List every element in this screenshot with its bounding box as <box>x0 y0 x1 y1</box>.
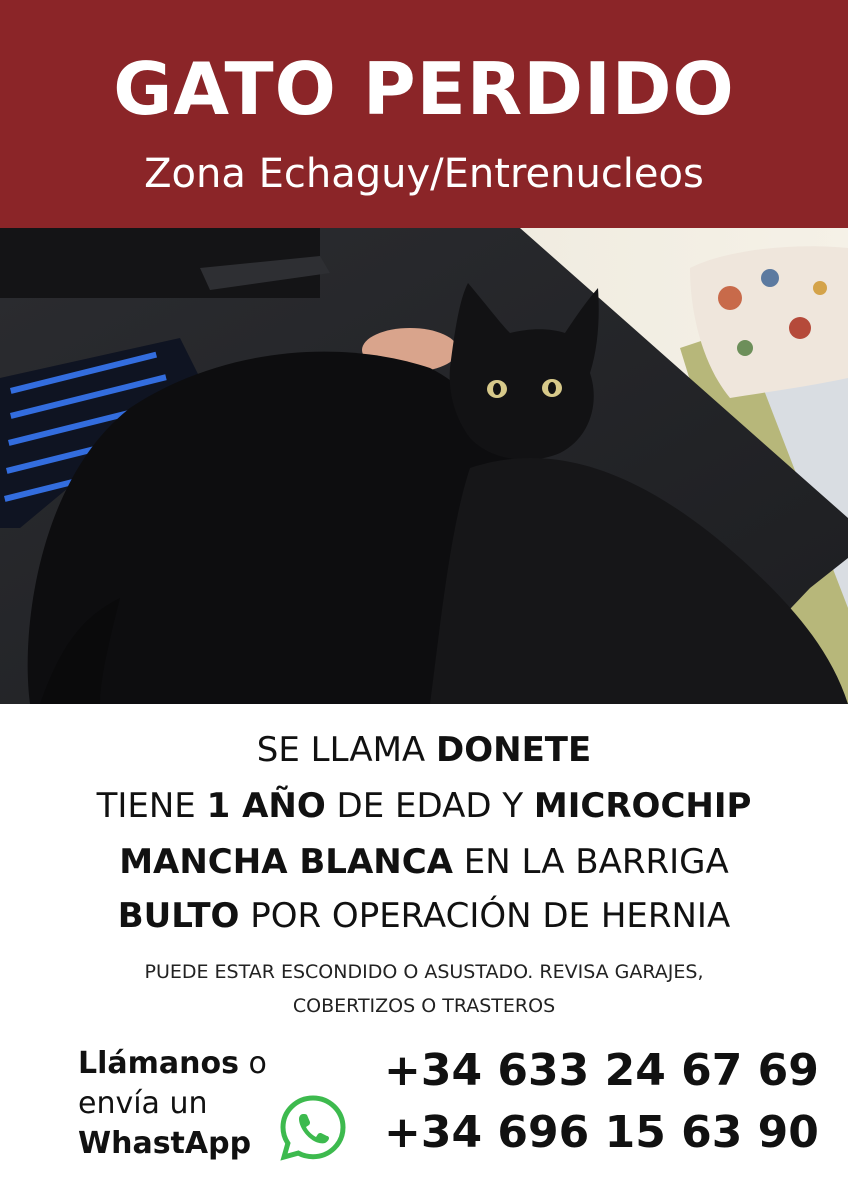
phone-numbers <box>384 1040 824 1164</box>
call-line <box>78 1044 338 1084</box>
whatsapp-icon <box>277 1092 349 1164</box>
cat-photo <box>0 228 848 704</box>
phone-number-2[interactable]: +34 696 15 63 90 <box>384 1107 819 1158</box>
white-spot-location: EN LA BARRIGA <box>452 842 729 882</box>
microchip-label: MICROCHIP <box>533 786 752 826</box>
age-prefix: TIENE <box>96 786 207 826</box>
call-label: Llámanos <box>78 1046 239 1081</box>
phone-number-1[interactable]: +34 633 24 67 69 <box>384 1045 819 1096</box>
cat-age-line <box>0 784 848 828</box>
cat-age: 1 AÑO <box>206 786 326 826</box>
send-line: envía un <box>78 1086 208 1121</box>
age-middle: DE EDAD Y <box>325 786 534 826</box>
header-banner <box>0 0 848 228</box>
app-name: WhastApp <box>78 1126 252 1161</box>
cat-name-line <box>0 728 848 772</box>
hernia-text: POR OPERACIÓN DE HERNIA <box>239 896 731 936</box>
hiding-note-line-2: COBERTIZOS O TRASTEROS <box>292 995 556 1017</box>
hernia-line <box>0 894 848 938</box>
lump-label: BULTO <box>117 896 240 936</box>
hiding-note-line-1: PUEDE ESTAR ESCONDIDO O ASUSTADO. REVISA GARAJES, <box>144 961 704 983</box>
cat-name: DONETE <box>435 730 592 770</box>
white-spot-label: MANCHA BLANCA <box>119 842 453 882</box>
poster-subtitle: Zona Echaguy/Entrenucleos <box>144 151 704 197</box>
call-or: o <box>238 1046 267 1081</box>
poster-title: GATO PERDIDO <box>113 47 735 131</box>
white-spot-line <box>0 840 848 884</box>
black-cat-photo-icon <box>0 228 848 704</box>
cat-name-prefix: SE LLAMA <box>256 730 436 770</box>
